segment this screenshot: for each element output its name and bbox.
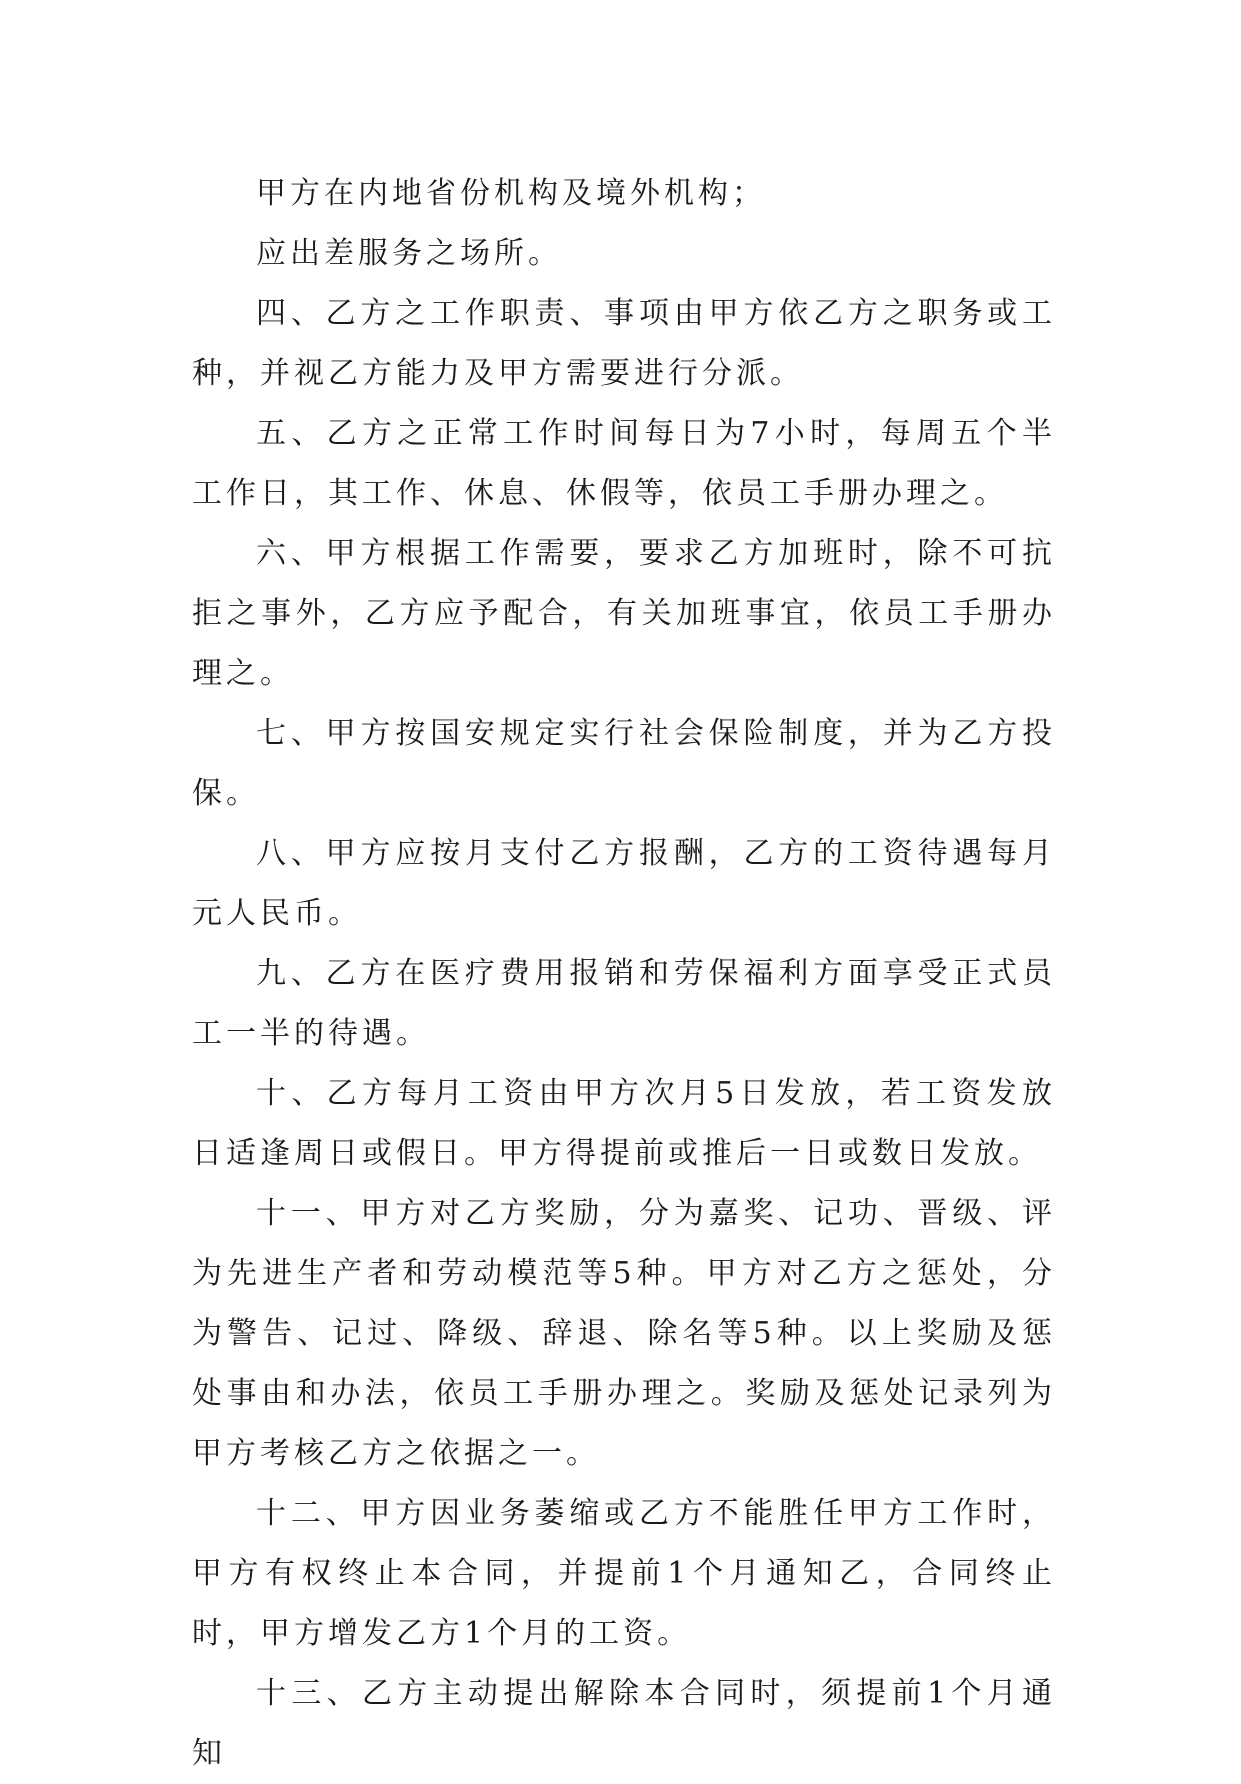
document-body bbox=[192, 164, 1056, 1784]
paragraph-clause-8-salary: 八、甲方应按月支付乙方报酬，乙方的工资待遇每月元人民币。 bbox=[192, 836, 1056, 931]
paragraph-clause-10-payday: 十、乙方每月工资由甲方次月5日发放，若工资发放日适逢周日或假日。甲方得提前或推后一日或数日发放。 bbox=[192, 1076, 1056, 1171]
paragraph-clause-11-rewards-penalties: 十一、甲方对乙方奖励，分为嘉奖、记功、晋级、评为先进生产者和劳动模范等5种。甲方对乙方之惩处，分为警告、记过、降级、辞退、除名等5种。以上奖励及惩处事由和办法，依员工手册办理之。奖励及惩处记录列为甲方考核乙方之依据之一。 bbox=[192, 1196, 1056, 1471]
paragraph-clause-13-termination-by-employee: 十三、乙方主动提出解除本合同时，须提前1个月通知 bbox=[192, 1676, 1056, 1771]
paragraph-clause-9-benefits: 九、乙方在医疗费用报销和劳保福利方面享受正式员工一半的待遇。 bbox=[192, 956, 1056, 1051]
paragraph-overseas-offices: 甲方在内地省份机构及境外机构； bbox=[256, 176, 766, 211]
paragraph-clause-12-termination-by-employer: 十二、甲方因业务萎缩或乙方不能胜任甲方工作时，甲方有权终止本合同，并提前1个月通知乙，合同终止时，甲方增发乙方1个月的工资。 bbox=[192, 1496, 1056, 1651]
paragraph-clause-7-social-insurance: 七、甲方按国安规定实行社会保险制度，并为乙方投保。 bbox=[192, 716, 1056, 811]
paragraph-clause-5-working-hours: 五、乙方之正常工作时间每日为7小时，每周五个半工作日，其工作、休息、休假等，依员工手册办理之。 bbox=[192, 416, 1056, 511]
paragraph-travel-locations: 应出差服务之场所。 bbox=[256, 236, 562, 271]
paragraph-clause-6-overtime: 六、甲方根据工作需要，要求乙方加班时，除不可抗拒之事外，乙方应予配合，有关加班事宜，依员工手册办理之。 bbox=[192, 536, 1056, 691]
paragraph-clause-4-duties: 四、乙方之工作职责、事项由甲方依乙方之职务或工种，并视乙方能力及甲方需要进行分派。 bbox=[192, 296, 1056, 391]
